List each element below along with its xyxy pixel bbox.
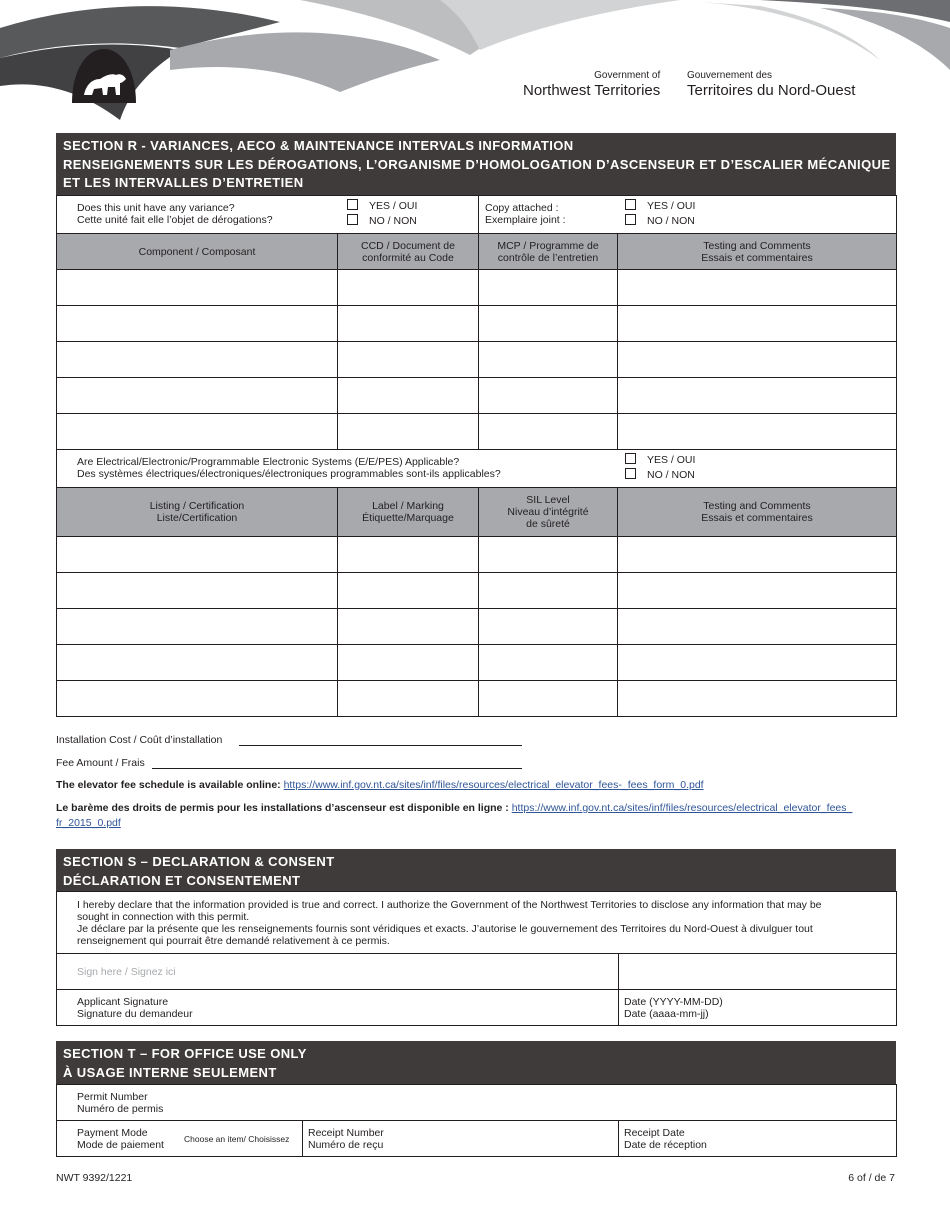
receipt-number-fr: Numéro de reçu [308,1138,384,1151]
section-s-title-2: DÉCLARATION ET CONSENTEMENT [63,872,301,888]
government-fr-wordmark [687,70,855,100]
eepes-question-cell [57,450,897,488]
date-label-cell [619,990,897,1026]
eepes-yes-label: YES / OUI [647,454,696,466]
fee-schedule-fr-link-cont[interactable]: fr_2015_0.pdf [56,817,121,829]
variance-no-label: NO / NON [369,215,417,227]
ccd-cell[interactable] [338,414,479,450]
variance-yes-label: YES / OUI [369,200,418,212]
table-row [57,645,897,681]
variance-yes-option[interactable] [347,199,417,214]
testing-cell[interactable] [618,645,897,681]
table-row [57,306,897,342]
applicant-signature-label-cell [57,990,619,1026]
sil-cell[interactable] [479,537,618,573]
table-row [57,378,897,414]
installation-cost-label: Installation Cost / Coût d’installation [56,734,223,746]
gov-en-small: Government of [594,70,661,81]
installation-cost-input[interactable] [239,745,522,746]
component-cell[interactable] [57,342,338,378]
ccd-cell[interactable] [338,270,479,306]
payment-mode-fr: Mode de paiement [77,1138,164,1151]
eepes-yes-checkbox[interactable] [625,453,636,464]
page-number: 6 of / de 7 [848,1172,895,1184]
table-row [57,270,897,306]
copy-yes-option[interactable] [625,199,695,214]
office-use-table [56,1084,897,1157]
payment-mode-cell [57,1121,303,1157]
date-label-en: Date (YYYY-MM-DD) [624,995,723,1008]
nwt-polar-bear-logo [70,45,138,107]
testing-cell[interactable] [618,270,897,306]
copy-attached-en: Copy attached : [485,202,559,214]
gov-en-name: Northwest Territories [523,82,661,99]
variance-question-cell [57,196,479,234]
testing-cell[interactable] [618,681,897,717]
component-cell[interactable] [57,414,338,450]
receipt-number-en: Receipt Number [308,1126,384,1139]
eepes-question-fr: Des systèmes électriques/électroniques/électroniques programmables sont-ils applicables? [77,468,501,480]
listing-cell[interactable] [57,537,338,573]
copy-attached-fr: Exemplaire joint : [485,214,566,226]
fee-schedule-en-label: The elevator fee schedule is available online: [56,779,284,791]
variance-no-option[interactable] [347,214,417,229]
section-r-title-1: SECTION R - VARIANCES, AECO & MAINTENANCE INTERVALS INFORMATION [63,138,574,153]
section-t-header [56,1041,896,1084]
col-header-ccd: CCD / Document de conformité au Code [338,234,479,270]
testing-cell[interactable] [618,342,897,378]
copy-no-option[interactable] [625,214,695,229]
component-cell[interactable] [57,306,338,342]
payment-mode-en: Payment Mode [77,1126,148,1139]
mcp-cell[interactable] [479,342,618,378]
receipt-date-fr: Date de réception [624,1138,707,1151]
testing-cell[interactable] [618,306,897,342]
table-row [57,609,897,645]
copy-no-label: NO / NON [647,215,695,227]
sil-cell[interactable] [479,681,618,717]
col-header-testing-2: Testing and Comments Essais et commentaires [618,488,897,537]
eepes-no-checkbox[interactable] [625,468,636,479]
listing-cell[interactable] [57,645,338,681]
permit-number-cell[interactable] [57,1085,897,1121]
testing-cell[interactable] [618,573,897,609]
col-header-component: Component / Composant [57,234,338,270]
variance-yes-checkbox[interactable] [347,199,358,210]
table-row [57,573,897,609]
table-row [57,537,897,573]
section-s-header [56,849,896,891]
section-r-title-3: ET LES INTERVALLES D’ENTRETIEN [63,175,304,190]
listing-cell[interactable] [57,609,338,645]
applicant-signature-fr: Signature du demandeur [77,1007,193,1020]
col-header-listing: Listing / Certification Liste/Certification [57,488,338,537]
payment-mode-select[interactable]: Choose an item/ Choisissez [184,1134,290,1144]
mcp-cell[interactable] [479,306,618,342]
label-cell[interactable] [338,645,479,681]
mcp-cell[interactable] [479,378,618,414]
variance-no-checkbox[interactable] [347,214,358,225]
date-label-fr: Date (aaaa-mm-jj) [624,1007,709,1020]
receipt-date-en: Receipt Date [624,1126,685,1139]
mcp-cell[interactable] [479,414,618,450]
label-cell[interactable] [338,609,479,645]
section-t-title-2: À USAGE INTERNE SEULEMENT [63,1064,277,1080]
gov-fr-name: Territoires du Nord-Ouest [687,82,856,99]
variance-question-en: Does this unit have any variance? [77,202,235,214]
testing-cell[interactable] [618,609,897,645]
sil-cell[interactable] [479,609,618,645]
testing-cell[interactable] [618,537,897,573]
fee-schedule-fr-label: Le barème des droits de permis pour les installations d’ascenseur est disponible en ligne : [56,802,512,814]
fee-amount-label: Fee Amount / Frais [56,757,145,769]
section-r-header [56,133,896,195]
applicant-signature-en: Applicant Signature [77,995,169,1008]
table-row [57,681,897,717]
copy-attached-cell [479,196,897,234]
listing-cell[interactable] [57,573,338,609]
header-banner [0,0,950,125]
government-en-wordmark [523,70,660,100]
date-field[interactable] [619,954,897,990]
ccd-cell[interactable] [338,342,479,378]
copy-yes-label: YES / OUI [647,200,696,212]
ccd-cell[interactable] [338,378,479,414]
variance-question-fr: Cette unité fait elle l’objet de dérogations? [77,214,273,226]
label-cell[interactable] [338,537,479,573]
col-header-testing: Testing and Comments Essais et commentaires [618,234,897,270]
eepes-no-label: NO / NON [647,469,695,481]
ccd-cell[interactable] [338,306,479,342]
receipt-date-cell[interactable] [619,1121,897,1157]
permit-number-en: Permit Number [77,1090,148,1103]
section-r-title-2: RENSEIGNEMENTS SUR LES DÉROGATIONS, L’ORGANISME D’HOMOLOGATION D’ASCENSEUR ET D’ESCALIER MÉCANIQUE [63,156,891,172]
fee-schedule-fr [56,802,896,829]
testing-cell[interactable] [618,378,897,414]
permit-number-fr: Numéro de permis [77,1102,164,1115]
label-cell[interactable] [338,681,479,717]
sil-cell[interactable] [479,573,618,609]
declaration-table [56,891,897,1026]
eepes-question-en: Are Electrical/Electronic/Programmable Electronic Systems (E/E/PES) Applicable? [77,456,460,468]
variances-table [56,195,897,717]
eepes-yes-option[interactable] [625,453,695,468]
component-cell[interactable] [57,378,338,414]
col-header-mcp: MCP / Programme de contrôle de l’entretien [479,234,618,270]
declaration-en-1: I hereby declare that the information provided is true and correct. I authorize the Government of the Northwest Territories to disclose any information that may be [77,898,822,911]
declaration-fr-1: Je déclare par la présente que les renseignements fournis sont véridiques et exacts. J’autorise le gouvernement des Territoires du Nord-Ouest à divulguer tout [77,922,813,935]
mcp-cell[interactable] [479,270,618,306]
sil-cell[interactable] [479,645,618,681]
declaration-fr-2: renseignement qui pourrait être demandé relativement à ce permis. [77,934,390,947]
receipt-number-cell[interactable] [303,1121,619,1157]
fee-schedule-fr-link[interactable]: https://www.inf.gov.nt.ca/sites/inf/files/resources/electrical_elevator_fees_ [511,802,853,814]
fee-amount-input[interactable] [152,768,522,769]
table-row [57,414,897,450]
sign-here-placeholder: Sign here / Signez ici [77,965,176,978]
col-header-sil: SIL Level Niveau d’intégrité de sûreté [479,488,618,537]
fee-schedule-en-link[interactable]: https://www.inf.gov.nt.ca/sites/inf/files/resources/electrical_elevator_fees-_fees_form_0.pdf [283,779,704,791]
fee-schedule-en [56,779,704,791]
section-s-title-1: SECTION S – DECLARATION & CONSENT [63,854,335,869]
gov-fr-small: Gouvernement des [687,70,773,81]
eepes-no-option[interactable] [625,468,695,483]
component-cell[interactable] [57,270,338,306]
signature-field[interactable] [57,954,619,990]
declaration-text-cell [57,892,897,954]
copy-yes-checkbox[interactable] [625,199,636,210]
label-cell[interactable] [338,573,479,609]
declaration-en-2: sought in connection with this permit. [77,910,250,923]
copy-no-checkbox[interactable] [625,214,636,225]
col-header-label: Label / Marking Étiquette/Marquage [338,488,479,537]
form-code: NWT 9392/1221 [56,1172,133,1184]
section-t-title-1: SECTION T – FOR OFFICE USE ONLY [63,1046,307,1061]
table-row [57,342,897,378]
testing-cell[interactable] [618,414,897,450]
listing-cell[interactable] [57,681,338,717]
